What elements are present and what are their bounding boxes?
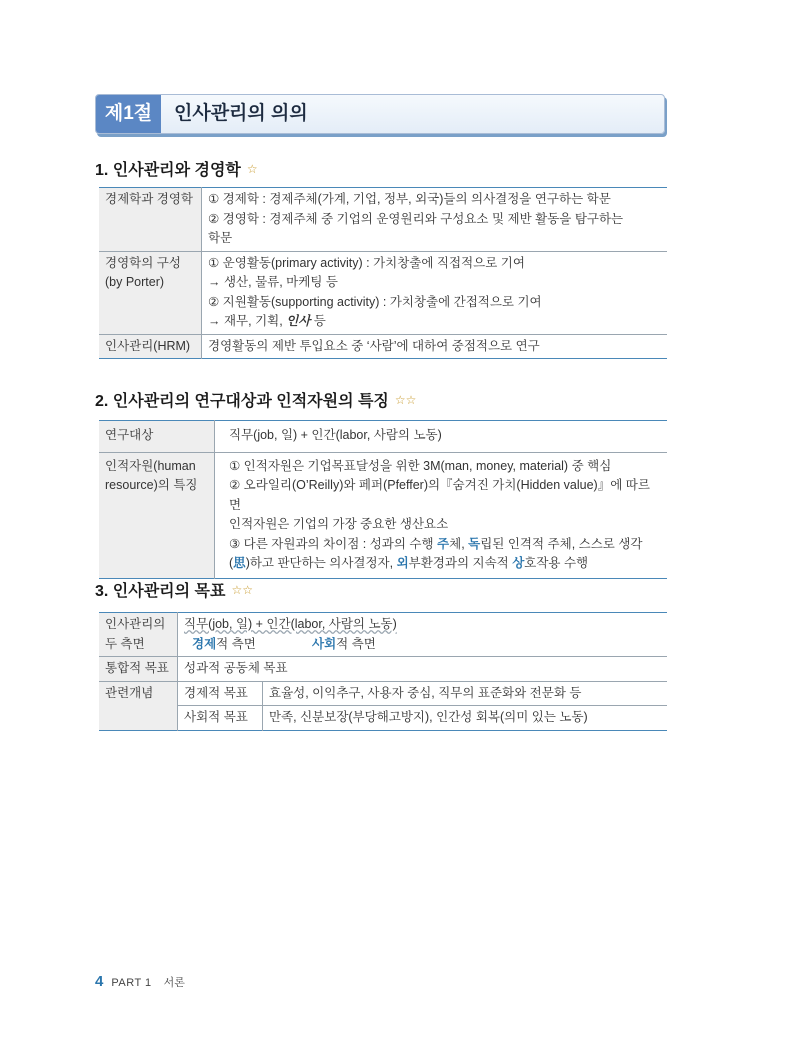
- table-row: [99, 657, 667, 682]
- emphasis-text: 인사: [286, 314, 311, 328]
- content-line: ② 지원활동(supporting activity) : 가치창출에 간접적으로 기여: [208, 294, 542, 309]
- content-line: ① 운영활동(primary activity) : 가치창출에 직접적으로 기여: [208, 255, 525, 270]
- row-content: [215, 452, 668, 578]
- label-line: 경영학의 구성: [105, 255, 181, 270]
- content-line: [229, 554, 661, 574]
- page-footer: [95, 973, 185, 990]
- text-span: 적 측면: [216, 636, 256, 651]
- star-icon: ☆☆: [394, 393, 417, 407]
- section-1-heading: [95, 157, 258, 180]
- row-content: [202, 188, 668, 252]
- table-row: [99, 421, 667, 453]
- section-2-heading: [95, 388, 416, 411]
- row-label: 통합적 목표: [99, 657, 178, 682]
- label-line: resource)의 특징: [105, 478, 198, 492]
- content-line: ① 인적자원은 기업목표달성을 위한 3M(man, money, material) 중 핵심: [229, 458, 612, 473]
- content-line: ② 경영학 : 경제주체 중 기업의 운영원리와 구성요소 및 제반 활동을 탐구하는: [208, 211, 624, 226]
- content-line: 학문: [208, 231, 233, 245]
- highlight-text: 주: [437, 536, 450, 551]
- content-line: [208, 312, 661, 332]
- label-line: (by Porter): [105, 275, 165, 289]
- row-content: 효율성, 이익추구, 사용자 중심, 직무의 표준화와 전문화 등: [269, 685, 582, 700]
- chapter-header: [95, 94, 665, 134]
- row-label: 인사관리(HRM): [99, 334, 202, 359]
- content-line: 인적자원은 기업의 가장 중요한 생산요소: [229, 517, 449, 531]
- sub-label: 경제적 목표: [178, 681, 263, 706]
- text-span: 적 측면: [336, 636, 376, 651]
- content-line: [184, 635, 661, 655]
- text-span: 립된 인격적 주체, 스스로 생각: [480, 536, 643, 551]
- section-2-table: [99, 420, 667, 579]
- text-span: → 재무, 기획,: [208, 314, 287, 328]
- row-content: [178, 613, 668, 657]
- highlight-text: 상: [512, 556, 525, 570]
- highlight-text: 외: [396, 556, 409, 570]
- row-content: [202, 251, 668, 334]
- text-span: ③ 다른 자원과의 차이점 : 성과의 수행: [229, 536, 438, 551]
- table-row: [99, 251, 667, 334]
- table-row: [99, 681, 667, 706]
- content-line: ① 경제학 : 경제주체(가계, 기업, 정부, 외국)들의 의사결정을 연구하는 학문: [208, 192, 611, 206]
- row-content: 만족, 신분보장(부당해고방지), 인간성 회복(의미 있는 노동): [269, 710, 588, 724]
- row-label: 관련개념: [99, 681, 178, 730]
- row-content: 경영활동의 제반 투입요소 중 ‘사람’에 대하여 중점적으로 연구: [208, 338, 540, 353]
- section-1-table: [99, 187, 667, 359]
- row-label: [99, 452, 215, 578]
- content-line: ② 오라일리(O’Reilly)와 페퍼(Pfeffer)의『숨겨진 가치(Hidden value)』에 따르면: [229, 478, 650, 512]
- table-row: [99, 188, 667, 252]
- label-line: 인사관리의: [105, 617, 166, 631]
- content-line: → 생산, 물류, 마케팅 등: [208, 275, 338, 289]
- text-span: 체,: [449, 536, 469, 551]
- section-1-title: 1. 인사관리와 경영학: [95, 162, 241, 179]
- highlight-text: 사회: [312, 636, 337, 651]
- star-icon: ☆☆: [231, 583, 253, 597]
- chapter-title: 인사관리의 의의: [174, 103, 308, 124]
- chapter-number: 제1절: [96, 95, 161, 133]
- table-row: [99, 452, 667, 578]
- star-icon: ☆: [246, 162, 258, 176]
- section-3-heading: [95, 578, 253, 601]
- content-line: 직무(job, 일) + 인간(labor, 사람의 노동): [184, 617, 397, 631]
- section-3-title: 3. 인사관리의 목표: [95, 583, 226, 600]
- table-row: [99, 706, 667, 731]
- highlight-text: 思: [233, 556, 246, 570]
- text-span: 부환경과의 지속적: [408, 556, 513, 570]
- page-number: 4: [95, 973, 104, 990]
- text-span: 등: [310, 314, 326, 328]
- part-label: PART 1: [111, 977, 152, 989]
- label-line: 두 측면: [105, 636, 145, 651]
- row-content: 직무(job, 일) + 인간(labor, 사람의 노동): [229, 428, 442, 442]
- highlight-text: 경제: [192, 636, 217, 651]
- text-span: (: [229, 556, 234, 570]
- row-label: 경제학과 경영학: [99, 188, 202, 252]
- section-label: 서론: [163, 977, 185, 989]
- label-line: 인적자원(human: [105, 458, 196, 473]
- content-line: [229, 535, 661, 555]
- section-3-table: [99, 612, 667, 731]
- sub-label: 사회적 목표: [178, 706, 263, 731]
- text-span: )하고 판단하는 의사결정자,: [245, 556, 397, 570]
- highlight-text: 독: [468, 536, 481, 551]
- table-row: [99, 334, 667, 359]
- row-label: [99, 251, 202, 334]
- text-span: 호작용 수행: [524, 556, 589, 570]
- row-label: 연구대상: [99, 421, 215, 453]
- row-content: 성과적 공동체 목표: [184, 661, 288, 675]
- table-row: [99, 613, 667, 657]
- section-2-title: 2. 인사관리의 연구대상과 인적자원의 특징: [95, 393, 389, 410]
- row-label: [99, 613, 178, 657]
